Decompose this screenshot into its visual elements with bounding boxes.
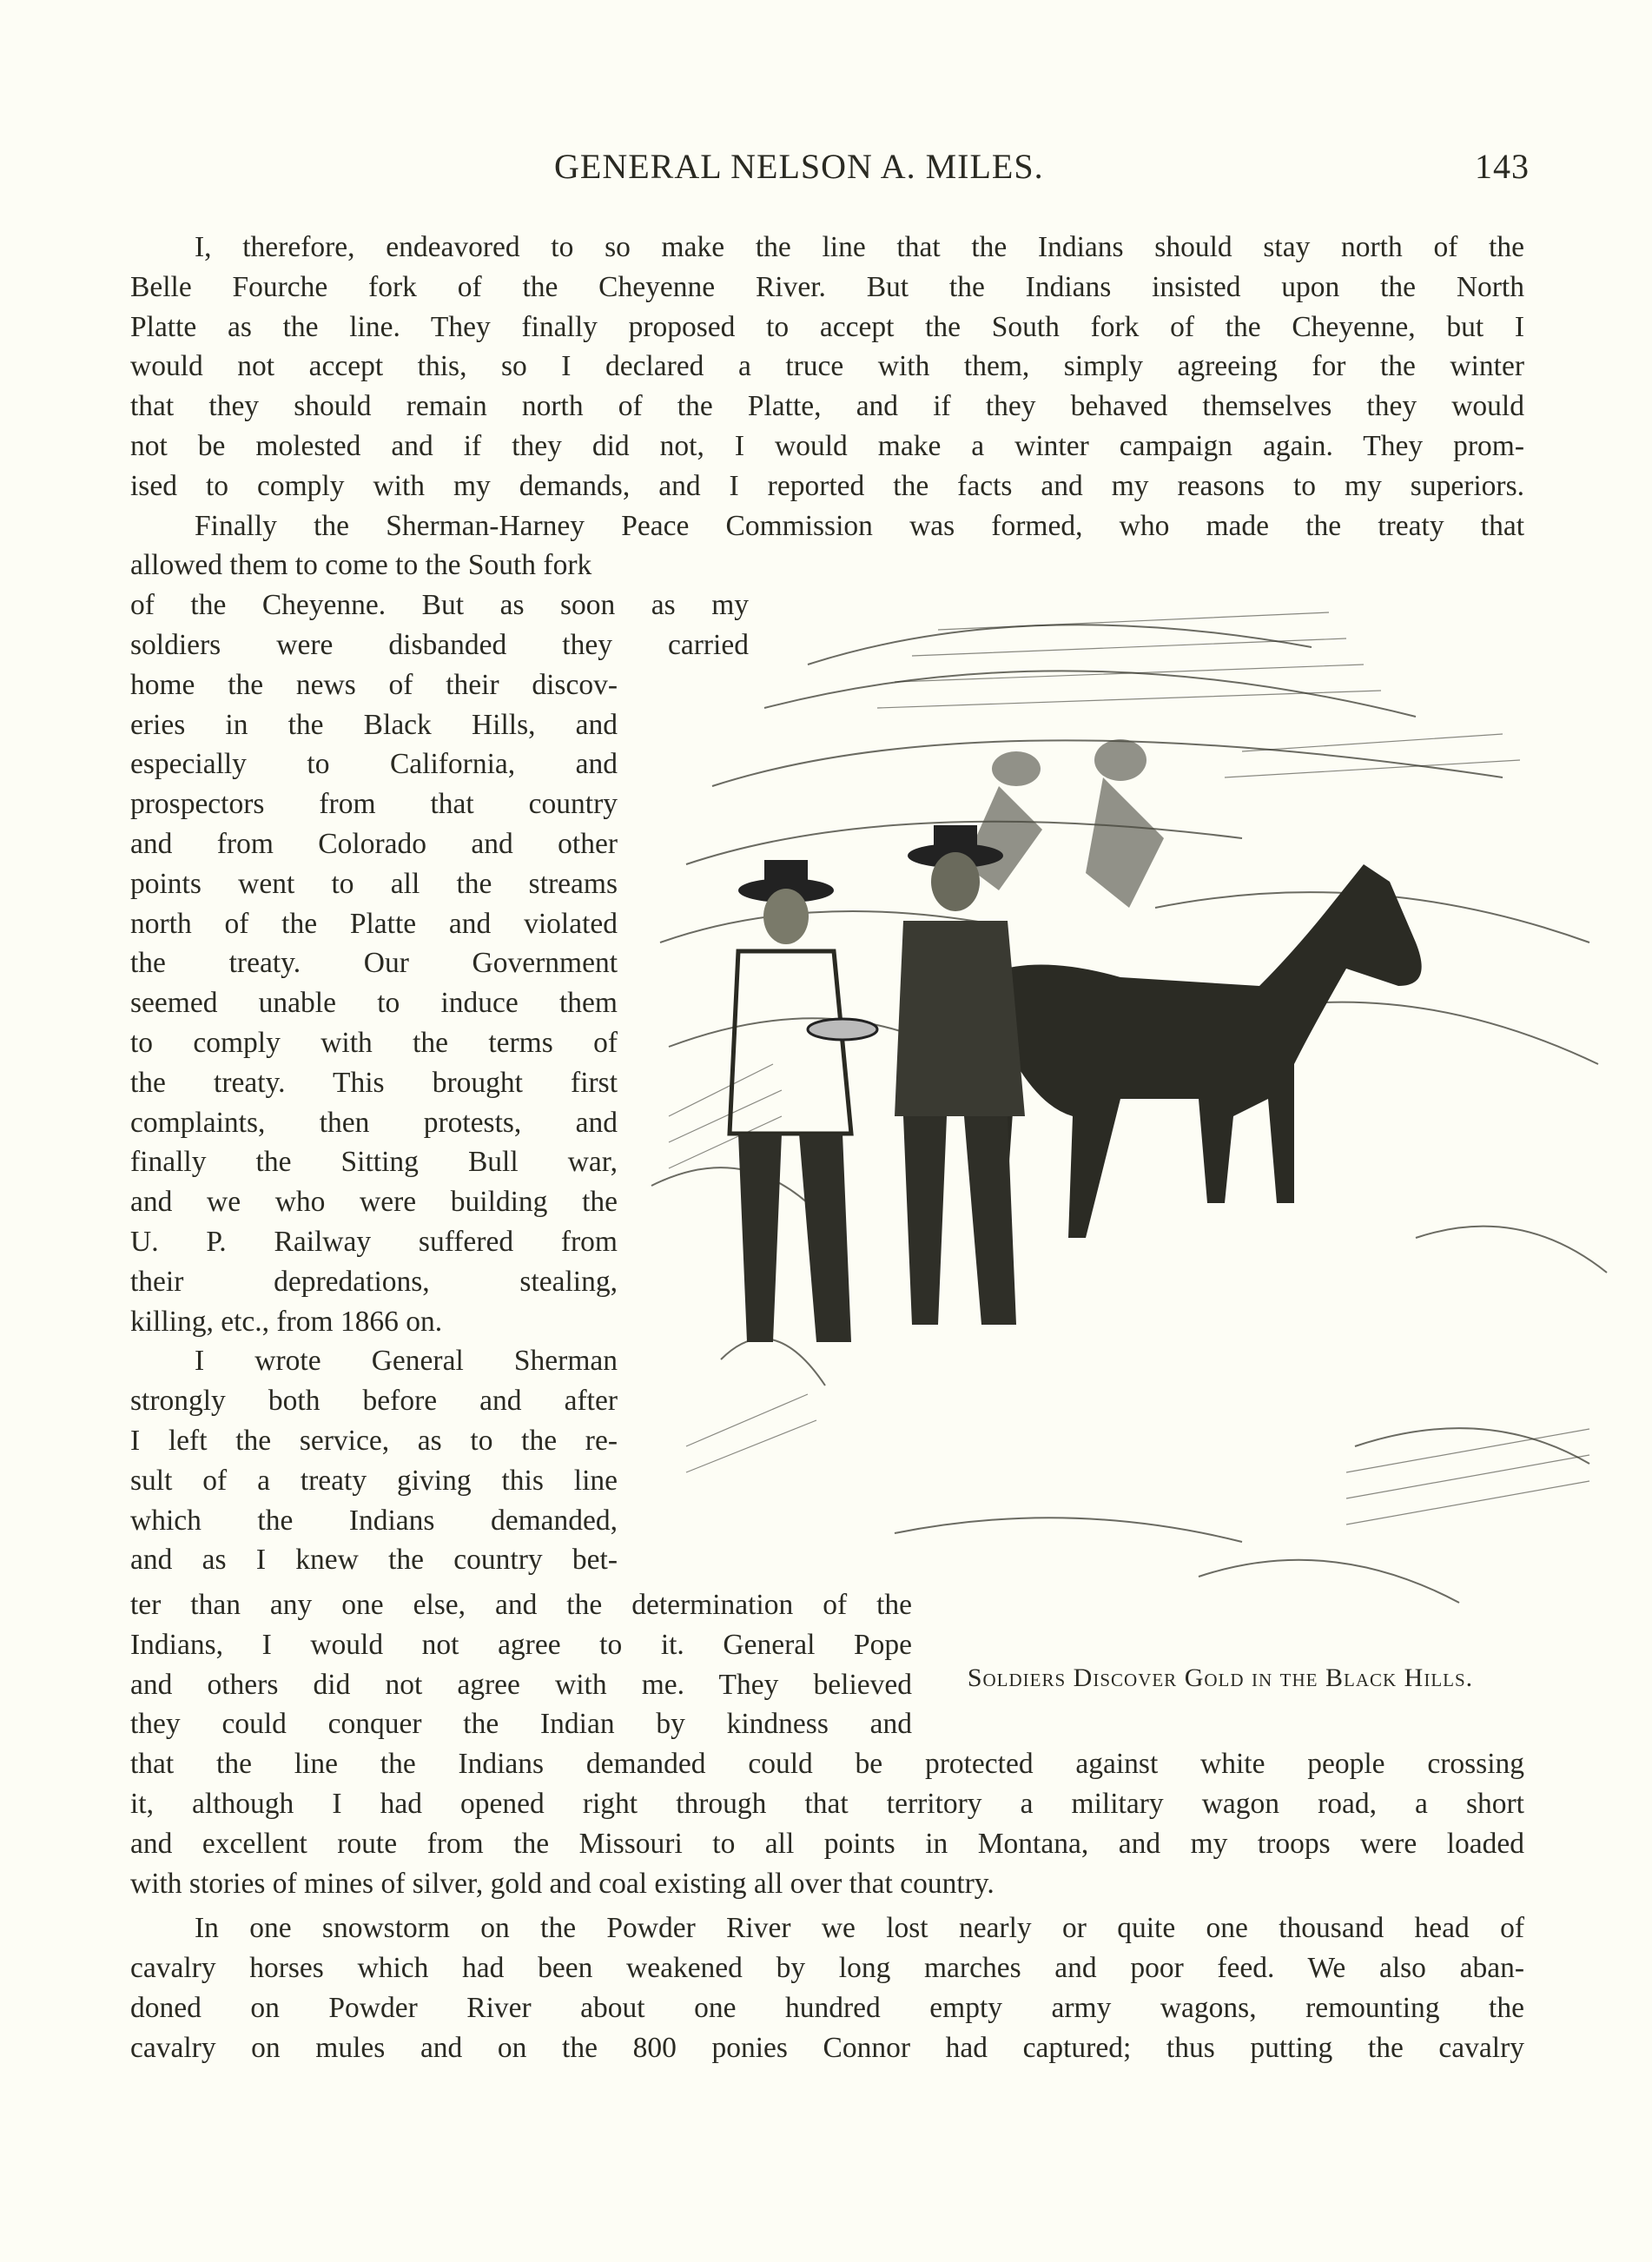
text-line: and from Colorado and other [130,827,618,860]
text-line: to comply with the terms of [130,1026,618,1059]
text-line: their depredations, stealing, [130,1265,618,1298]
text-line: sult of a treaty giving this line [130,1464,618,1497]
text-line: especially to California, and [130,748,618,781]
text-line: ter than any one else, and the determination of the [130,1589,912,1622]
text-line: prospectors from that country [130,788,618,821]
text-line: they could conquer the Indian by kindness and [130,1708,912,1741]
text-line: it, although I had opened right through that territory a military wagon road, a short [130,1788,1524,1821]
figure-caption: Soldiers Discover Gold in the Black Hills. [967,1663,1474,1692]
text-line: the treaty. Our Government [130,947,618,980]
text-line: finally the Sitting Bull war, [130,1146,618,1179]
text-line: soldiers were disbanded they carried [130,628,749,661]
text-line: killing, etc., from 1866 on. [130,1305,443,1338]
text-line: I wrote General Sherman [195,1345,618,1378]
text-line: I left the service, as to the re- [130,1424,618,1457]
page-number: 143 [1475,147,1530,186]
text-line: with stories of mines of silver, gold and coal existing all over that country. [130,1867,995,1900]
text-line: U. P. Railway suffered from [130,1225,618,1258]
text-line: cavalry horses which had been weakened by long marches and poor feed. We also aban- [130,1952,1524,1985]
text-line: ised to comply with my demands, and I reported the facts and my reasons to my superiors. [130,469,1524,502]
gold-pan-icon [808,1019,877,1040]
text-line: Belle Fourche fork of the Cheyenne River. But the Indians insisted upon the North [130,270,1524,303]
text-line: doned on Powder River about one hundred empty army wagons, remounting the [130,1992,1524,2025]
text-line: and as I knew the country bet- [130,1544,618,1577]
text-line: points went to all the streams [130,867,618,900]
text-line: allowed them to come to the South fork [130,549,592,582]
text-line: eries in the Black Hills, and [130,708,618,741]
text-line: I, therefore, endeavored to so make the line that the Indians should stay north of the [195,231,1524,263]
engraving-illustration [634,578,1624,1646]
text-line: strongly both before and after [130,1385,618,1418]
text-line: would not accept this, so I declared a truce with them, simply agreeing for the winter [130,350,1524,383]
text-line: Indians, I would not agree to it. General Pope [130,1628,912,1661]
text-line: the treaty. This brought first [130,1066,618,1099]
soldier-officer [895,825,1025,1325]
text-line: that the line the Indians demanded could be protected against white people crossing [130,1748,1524,1781]
text-line: Platte as the line. They finally proposed to accept the South fork of the Cheyenne, but I [130,310,1524,343]
text-line: home the news of their discov- [130,668,618,701]
text-line: and excellent route from the Missouri to all points in Montana, and my troops were loaded [130,1827,1524,1860]
running-title: GENERAL NELSON A. MILES. [554,147,1044,186]
text-line: not be molested and if they did not, I would make a winter campaign again. They prom- [130,429,1524,462]
text-line: cavalry on mules and on the 800 ponies Connor had captured; thus putting the cavalry [130,2031,1524,2064]
text-line: Finally the Sherman-Harney Peace Commission was formed, who made the treaty that [195,509,1524,542]
text-line: of the Cheyenne. But as soon as my [130,589,749,622]
text-line: which the Indians demanded, [130,1504,618,1537]
text-line: and others did not agree with me. They believed [130,1668,912,1701]
text-line: and we who were building the [130,1186,618,1219]
text-line: north of the Platte and violated [130,907,618,940]
text-line: seemed unable to induce them [130,987,618,1020]
text-line: that they should remain north of the Platte, and if they behaved themselves they would [130,390,1524,423]
text-line: complaints, then protests, and [130,1106,618,1139]
soldier-with-pan [730,860,877,1342]
text-line: In one snowstorm on the Powder River we lost nearly or quite one thousand head of [195,1912,1524,1945]
